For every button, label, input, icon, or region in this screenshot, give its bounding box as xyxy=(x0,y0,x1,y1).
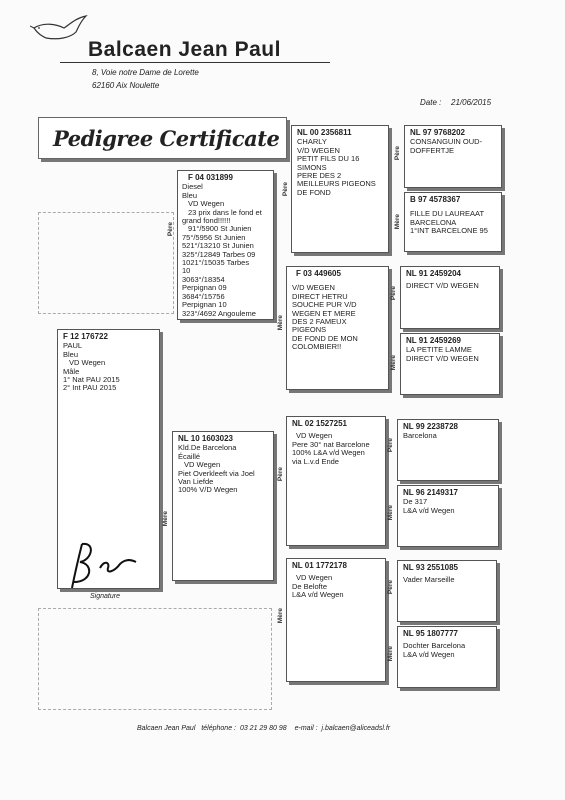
ring-number: NL 91 2459204 xyxy=(406,269,462,278)
dd-line-1: De Belofte xyxy=(292,581,328,591)
ss-line-5: MEILLEURS PIGEONS xyxy=(297,179,376,189)
ring-number: NL 99 2238728 xyxy=(403,422,459,431)
sire-line-13: 3684°/15756 xyxy=(182,291,225,301)
gg6-line-1: L&A v/d Wegen xyxy=(403,505,455,515)
sd-line-3: WEGEN ET MERE xyxy=(292,308,356,318)
sire-line-9: 1021°/15035 Tarbes xyxy=(182,258,250,268)
sire-line-14: Perpignan 10 xyxy=(182,300,227,310)
ring-number: NL 95 1807777 xyxy=(403,629,459,638)
ring-number: NL 02 1527251 xyxy=(292,419,348,428)
pedigree-gg5-box xyxy=(397,419,499,481)
pedigree-gg7-box xyxy=(397,560,497,622)
gg3-line-0: DIRECT V/D WEGEN xyxy=(406,281,479,291)
dam-line-0: Kld.De Barcelona xyxy=(178,443,237,453)
sire-line-6: 75°/5956 St Junien xyxy=(182,232,246,242)
pedigree-dam-dam-box xyxy=(286,558,386,682)
dam-mere-label: Mère xyxy=(162,511,169,527)
notes-placeholder-bottom xyxy=(38,608,272,710)
pedigree-gg3-box xyxy=(400,266,500,329)
ring-number: NL 10 1603023 xyxy=(178,434,234,443)
gg2-mere-label: Mère xyxy=(394,214,401,230)
page-title: Pedigree Certificate xyxy=(53,126,280,151)
gg1-pere-label: Père xyxy=(394,146,401,161)
gg4-line-0: LA PETITE LAMME xyxy=(406,345,472,355)
sire-line-0: Diesel xyxy=(182,182,203,192)
gg1-line-1: DOFFERTJE xyxy=(410,145,455,155)
sd-line-4: DES 2 FAMEUX xyxy=(292,317,347,327)
sd-line-1: DIRECT HETRU xyxy=(292,291,348,301)
sire-line-11: 3063°/18354 xyxy=(182,274,225,284)
footer-contact xyxy=(137,725,390,732)
dam-line-1: Écaillé xyxy=(178,451,201,461)
sire-line-1: Bleu xyxy=(182,190,198,200)
sire-line-2: VD Wegen xyxy=(188,199,225,209)
dd-line-0: VD Wegen xyxy=(296,573,333,583)
ss-line-4: PERE DES 2 xyxy=(297,171,342,181)
dam-line-5: 100% V/D Wegen xyxy=(178,485,238,495)
ring-number: NL 91 2459269 xyxy=(406,336,462,345)
gg7-pere-label: Père xyxy=(387,580,394,595)
dd-line-2: L&A v/d Wegen xyxy=(292,590,344,600)
sd-line-6: DE FOND DE MON xyxy=(292,333,358,343)
gg4-mere-label: Mère xyxy=(390,355,397,371)
sire-line-4: grand fond!!!!!! xyxy=(182,216,231,226)
gg3-pere-label: Père xyxy=(390,286,397,301)
bird-color: Bleu xyxy=(63,349,79,359)
ds-line-3: via L.v.d Ende xyxy=(292,456,339,466)
photo-placeholder-left xyxy=(38,212,174,314)
footer-name: Balcaen Jean Paul xyxy=(137,725,196,732)
handwritten-signature xyxy=(62,538,142,598)
sd-line-5: PIGEONS xyxy=(292,325,327,335)
sire-line-7: 521°/13210 St Junien xyxy=(182,241,254,251)
gg8-mere-label: Mère xyxy=(387,646,394,662)
pedigree-sire-box xyxy=(177,170,274,320)
footer-tel-value: 03 21 29 80 98 xyxy=(239,725,287,732)
sire-line-10: 10 xyxy=(182,266,191,276)
footer-email-label: e-mail : xyxy=(294,725,318,732)
pedigree-gg1-box xyxy=(404,125,502,188)
date-value: 21/06/2015 xyxy=(451,98,492,107)
dam-line-2: VD Wegen xyxy=(184,460,221,470)
bird-sex: Mâle xyxy=(63,366,80,376)
sd-mere-label: Mère xyxy=(277,315,284,331)
sd-line-2: SOUCHE PUR V/D xyxy=(292,300,357,310)
ring-number: NL 93 2551085 xyxy=(403,563,459,572)
footer-email-value: j.balcaen@aliceadsl.fr xyxy=(321,725,391,732)
gg2-line-1: BARCELONA xyxy=(410,217,457,227)
dd-mere-label: Mère xyxy=(277,608,284,624)
gg7-line-0: Vader Marseille xyxy=(403,575,455,585)
gg5-line-0: Barcelona xyxy=(403,431,437,441)
dam-line-3: Piet Overkleeft via Joel xyxy=(178,468,255,478)
ring-number: NL 97 9768202 xyxy=(410,128,466,137)
gg1-line-0: CONSANGUIN OUD- xyxy=(410,137,483,147)
sd-line-0: V/D WEGEN xyxy=(292,283,335,293)
signature-label: Signature xyxy=(90,593,120,600)
bird-strain: VD Wegen xyxy=(69,358,106,368)
pedigree-gg2-box xyxy=(404,192,502,252)
ss-pere-label: Père xyxy=(282,182,289,197)
ring-number: NL 00 2356811 xyxy=(297,128,352,137)
ss-line-0: CHARLY xyxy=(297,137,327,147)
pedigree-dam-box xyxy=(172,431,274,581)
gg6-line-0: De 317 xyxy=(403,497,428,507)
gg2-line-2: 1°INT BARCELONE 95 xyxy=(410,226,488,236)
ring-number: B 97 4578367 xyxy=(410,195,461,204)
ss-line-6: DE FOND xyxy=(297,187,331,197)
sire-line-15: 323°/4692 Angouleme xyxy=(182,308,256,318)
pedigree-sire-sire-box xyxy=(291,125,389,253)
pedigree-gg8-box xyxy=(397,626,497,688)
bird-result-1: 1° Nat PAU 2015 xyxy=(63,375,120,385)
gg4-line-1: DIRECT V/D WEGEN xyxy=(406,353,479,363)
ss-line-3: SIMONS xyxy=(297,162,327,172)
sire-line-5: 91°/5900 St Junien xyxy=(188,224,252,234)
ring-number: F 04 031899 xyxy=(188,173,233,182)
sire-line-3: 23 prix dans le fond et xyxy=(188,207,262,217)
ds-line-0: VD Wegen xyxy=(296,431,333,441)
ring-number: NL 01 1772178 xyxy=(292,561,348,570)
address-line-1: 8, Voie notre Dame de Lorette xyxy=(92,68,199,77)
bird-result-2: 2° Int PAU 2015 xyxy=(63,383,117,393)
gg8-line-0: Dochter Barcelona xyxy=(403,641,466,651)
ds-line-1: Pere 30° nat Barcelone xyxy=(292,439,370,449)
ss-line-1: V/D WEGEN xyxy=(297,145,340,155)
pedigree-dam-sire-box xyxy=(286,416,386,546)
breeder-name: Balcaen Jean Paul xyxy=(88,38,281,61)
sd-line-7: COLOMBIER!! xyxy=(292,342,342,352)
sire-line-12: Perpignan 09 xyxy=(182,283,227,293)
ss-line-2: PETIT FILS DU 16 xyxy=(297,154,360,164)
bird-name: PAUL xyxy=(63,341,83,351)
pedigree-gg4-box xyxy=(400,333,500,395)
gg2-line-0: FILLE DU LAUREAAT xyxy=(410,209,485,219)
ds-pere-label: Père xyxy=(277,467,284,482)
date-label: Date : xyxy=(420,98,442,107)
sire-pere-label: Père xyxy=(167,222,174,237)
pedigree-gg6-box xyxy=(397,485,499,547)
address-line-2: 62160 Aix Noulette xyxy=(92,81,160,90)
header-underline xyxy=(60,62,330,63)
ring-number: F 03 449605 xyxy=(296,269,341,278)
ds-line-2: 100% L&A v/d Wegen xyxy=(292,448,365,458)
title-banner xyxy=(38,117,287,159)
pigeon-logo-icon xyxy=(30,14,90,48)
pedigree-sire-dam-box xyxy=(286,266,389,390)
dam-line-4: Van Liefde xyxy=(178,477,214,487)
gg5-pere-label: Père xyxy=(387,438,394,453)
gg6-mere-label: Mère xyxy=(387,505,394,521)
ring-number: F 12 176722 xyxy=(63,332,108,341)
sire-line-8: 325°/12849 Tarbes 09 xyxy=(182,249,256,259)
footer-tel-label: téléphone : xyxy=(201,725,236,732)
gg8-line-1: L&A v/d Wegen xyxy=(403,649,455,659)
ring-number: NL 96 2149317 xyxy=(403,488,459,497)
